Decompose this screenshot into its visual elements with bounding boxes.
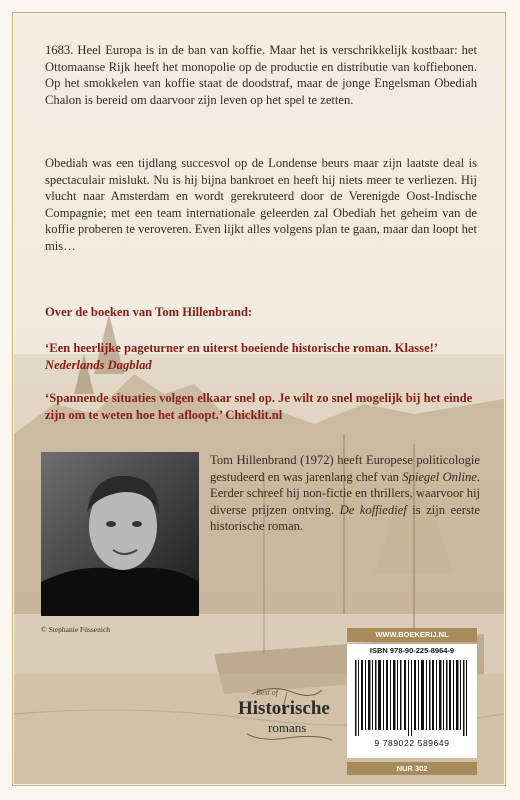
photo-credit: © Stephanie Füssenich [41, 625, 111, 634]
blurb-paragraph-2: Obediah was een tijdlang succesvol op de Londense beurs maar zijn laatste deal is spectaculair mislukt. Nu is hij bijna bankroet en heeft hij niets meer te verliezen. Hij vlucht naar Amsterdam en wordt gerekruteerd door de Verenigde Oost-Indische Compagnie; met een team internationale geleerden zal Obediah het geheim van de koffie proberen te veroveren. Even lijkt alles volgens plan te gaan, maar dan loopt het mis… [45, 156, 477, 253]
nur-code: NUR 302 [347, 762, 477, 775]
reviews-heading: Over de boeken van Tom Hillenbrand: [45, 305, 253, 319]
review-quote-2-text: ‘Spannende situaties volgen elkaar snel op. Je wilt zo snel mogelijk bij het einde zijn om te weten hoe het afloopt.’ [45, 391, 473, 422]
barcode-panel [347, 628, 477, 778]
author-portrait-image [41, 452, 199, 616]
blurb-paragraph-1: 1683. Heel Europa is in de ban van koffie. Maar het is verschrikkelijk kostbaar: het Ottomaanse Rijk heeft het monopolie op de productie en distributie van koffiebonen. Op het smokkelen van koffie staat de doodstraf, maar de jonge Engelsman Obediah Chalon is bereid om daarvoor zijn leven op het spel te zetten. [45, 43, 477, 107]
best-of-historische-romans-logo [232, 684, 342, 744]
barcode-bars [347, 658, 477, 738]
author-bio-text-3: is zijn eerste historische roman. [210, 502, 480, 534]
review-source-1: Nederlands Dagblad [45, 357, 152, 372]
logo-middle-text: Historische [238, 698, 330, 719]
logo-top-text: Best of [256, 688, 278, 697]
isbn-label: ISBN 978-90-225-8964-9 [347, 644, 477, 658]
review-quote-2 [45, 390, 477, 423]
author-bio-text-1: Tom Hillenbrand (1972) heeft Europese politicologie gestudeerd en was jarenlang chef van [210, 453, 480, 484]
review-quote-1 [45, 340, 477, 373]
author-bio [210, 452, 480, 535]
review-quote-1-text: ‘Een heerlijke pageturner en uiterst boeiende historische roman. Klasse!’ [45, 341, 439, 355]
author-bio-publication: Spiegel Online [402, 469, 477, 484]
barcode-digits: 9 789022 589649 [374, 738, 450, 748]
publisher-url: WWW.BOEKERIJ.NL [347, 628, 477, 642]
logo-bottom-text: romans [268, 720, 307, 735]
author-bio-text-2: . Eerder schreef hij non-fictie en thrillers, waarvoor hij diverse prijzen ontving. [210, 469, 480, 517]
author-bio-book-title: De koffiedief [339, 502, 407, 517]
review-source-2: Chicklit.nl [225, 407, 283, 422]
author-photo [41, 452, 199, 616]
